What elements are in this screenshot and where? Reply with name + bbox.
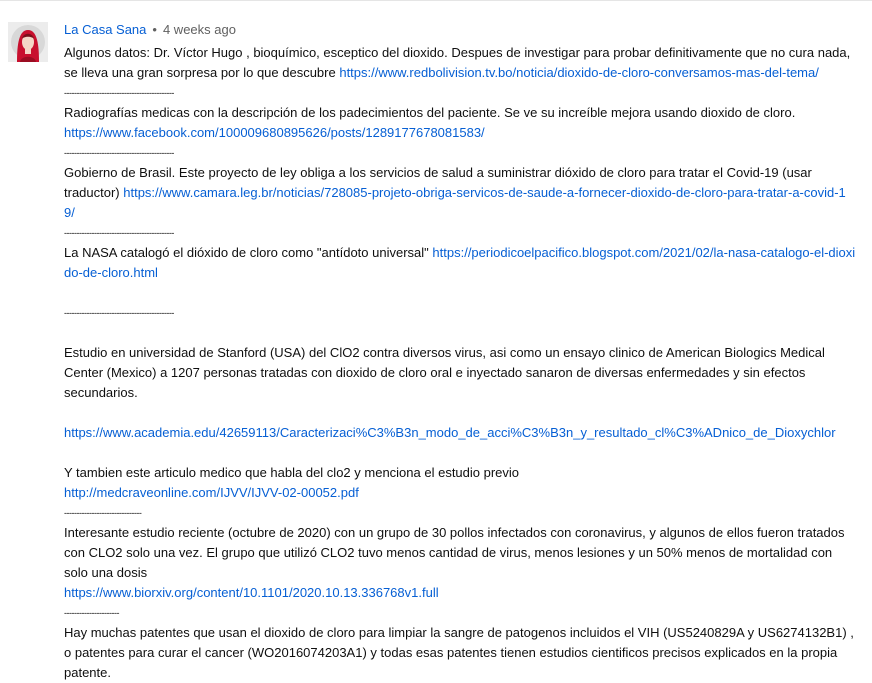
redbolivision-link[interactable]: https://www.redbolivision.tv.bo/noticia/dioxido-de-cloro-conversamos-mas-del-tema/: [339, 65, 819, 80]
biorxiv-link[interactable]: https://www.biorxiv.org/content/10.1101/2020.10.13.336768v1.full: [64, 585, 439, 600]
paragraph-8-text: Hay muchas patentes que usan el dioxido de cloro para limpiar la sangre de patogenos incluidos el VIH (US5240829A y US6274132B1) , o patentes para curar el cancer (WO2016074203A1) y todas esas patentes tienen estudios cientificos precisos explicados en la propia patente.: [64, 625, 854, 680]
woman-avatar-icon: [8, 22, 48, 62]
comment-header: [64, 20, 856, 40]
blank-line-4: [64, 443, 856, 463]
dash-separator-1: --------------------------------------------: [64, 88, 174, 98]
medcrave-link[interactable]: http://medcraveonline.com/IJVV/IJVV-02-00052.pdf: [64, 485, 359, 500]
academia-link[interactable]: https://www.academia.edu/42659113/Caracterizaci%C3%B3n_modo_de_acci%C3%B3n_y_resultado_cl%C3%ADnico_de_Dioxychlor: [64, 425, 836, 440]
blank-line-3: [64, 403, 856, 423]
paragraph-4: [64, 243, 856, 283]
paragraph-5-text: Estudio en universidad de Stanford (USA) del ClO2 contra diversos virus, asi como un ensayo clinico de American Biologics Medical Center (Mexico) a 1207 personas tratadas con dioxido de cloro oral e inyectado sanaron de diversas enfermedades y sin efectos secundarios.: [64, 345, 825, 400]
published-time[interactable]: 4 weeks ago: [162, 22, 236, 37]
blank-line-2: [64, 323, 856, 343]
paragraph-2: [64, 103, 856, 123]
paragraph-8: [64, 623, 856, 683]
paragraph-6-link-line: [64, 483, 856, 503]
dash-separator-3: --------------------------------------------: [64, 228, 174, 238]
dash-separator-2: --------------------------------------------: [64, 148, 174, 158]
paragraph-7-text: Interesante estudio reciente (octubre de 2020) con un grupo de 30 pollos infectados con coronavirus, y algunos de ellos fueron tratados con CLO2 solo una vez. El grupo que utilizó CLO2 tuvo menos cantidad de virus, menos lesiones y un 50% menos de mortalidad con solo una dosis: [64, 525, 845, 580]
paragraph-4-text: La NASA catalogó el dióxido de cloro como "antídoto universal": [64, 245, 433, 260]
paragraph-2-text: Radiografías medicas con la descripción de los padecimientos del paciente. Se ve su increíble mejora usando dioxido de cloro.: [64, 105, 796, 120]
paragraph-3: [64, 163, 856, 223]
periodico-link[interactable]: https://periodicoelpacifico.blogspot.com/2021/02/la-nasa-catalogo-el-dioxido-de-cloro.html: [64, 245, 856, 280]
paragraph-5-link-line: [64, 423, 856, 443]
paragraph-7-link-line: [64, 583, 856, 603]
header-separator: •: [152, 22, 157, 37]
dash-separator-4: --------------------------------------------: [64, 308, 174, 318]
author-avatar[interactable]: [8, 22, 48, 62]
paragraph-3-text: Gobierno de Brasil. Este proyecto de ley obliga a los servicios de salud a suministrar dióxido de cloro para tratar el Covid-19 (usar traductor): [64, 165, 812, 200]
facebook-link[interactable]: https://www.facebook.com/100009680895626/posts/1289177678081583/: [64, 125, 485, 140]
dash-separator-6: ----------------------: [64, 608, 119, 618]
dash-separator-5: -------------------------------: [64, 508, 142, 518]
paragraph-2-link-line: [64, 123, 856, 143]
blank-line-1: [64, 283, 856, 303]
paragraph-6-text: Y tambien este articulo medico que habla del clo2 y menciona el estudio previo: [64, 465, 520, 480]
paragraph-1: [64, 43, 856, 83]
camara-link[interactable]: https://www.camara.leg.br/noticias/728085-projeto-obriga-servicos-de-saude-a-fornecer-dioxido-de-cloro-para-tratar-a-covid-19/: [64, 185, 846, 220]
paragraph-6: [64, 463, 856, 483]
paragraph-7: [64, 523, 856, 583]
paragraph-5: [64, 343, 856, 403]
comment-body: [64, 43, 856, 683]
comment-thread: [64, 20, 856, 683]
paragraph-1-text: Algunos datos: Dr. Víctor Hugo , bioquímico, esceptico del dioxido. Despues de investigar para probar definitivamente que no cura nada, se lleva una gran sorpresa por lo que descubre: [64, 45, 851, 80]
author-name[interactable]: La Casa Sana: [64, 22, 147, 37]
top-divider: [0, 0, 872, 1]
